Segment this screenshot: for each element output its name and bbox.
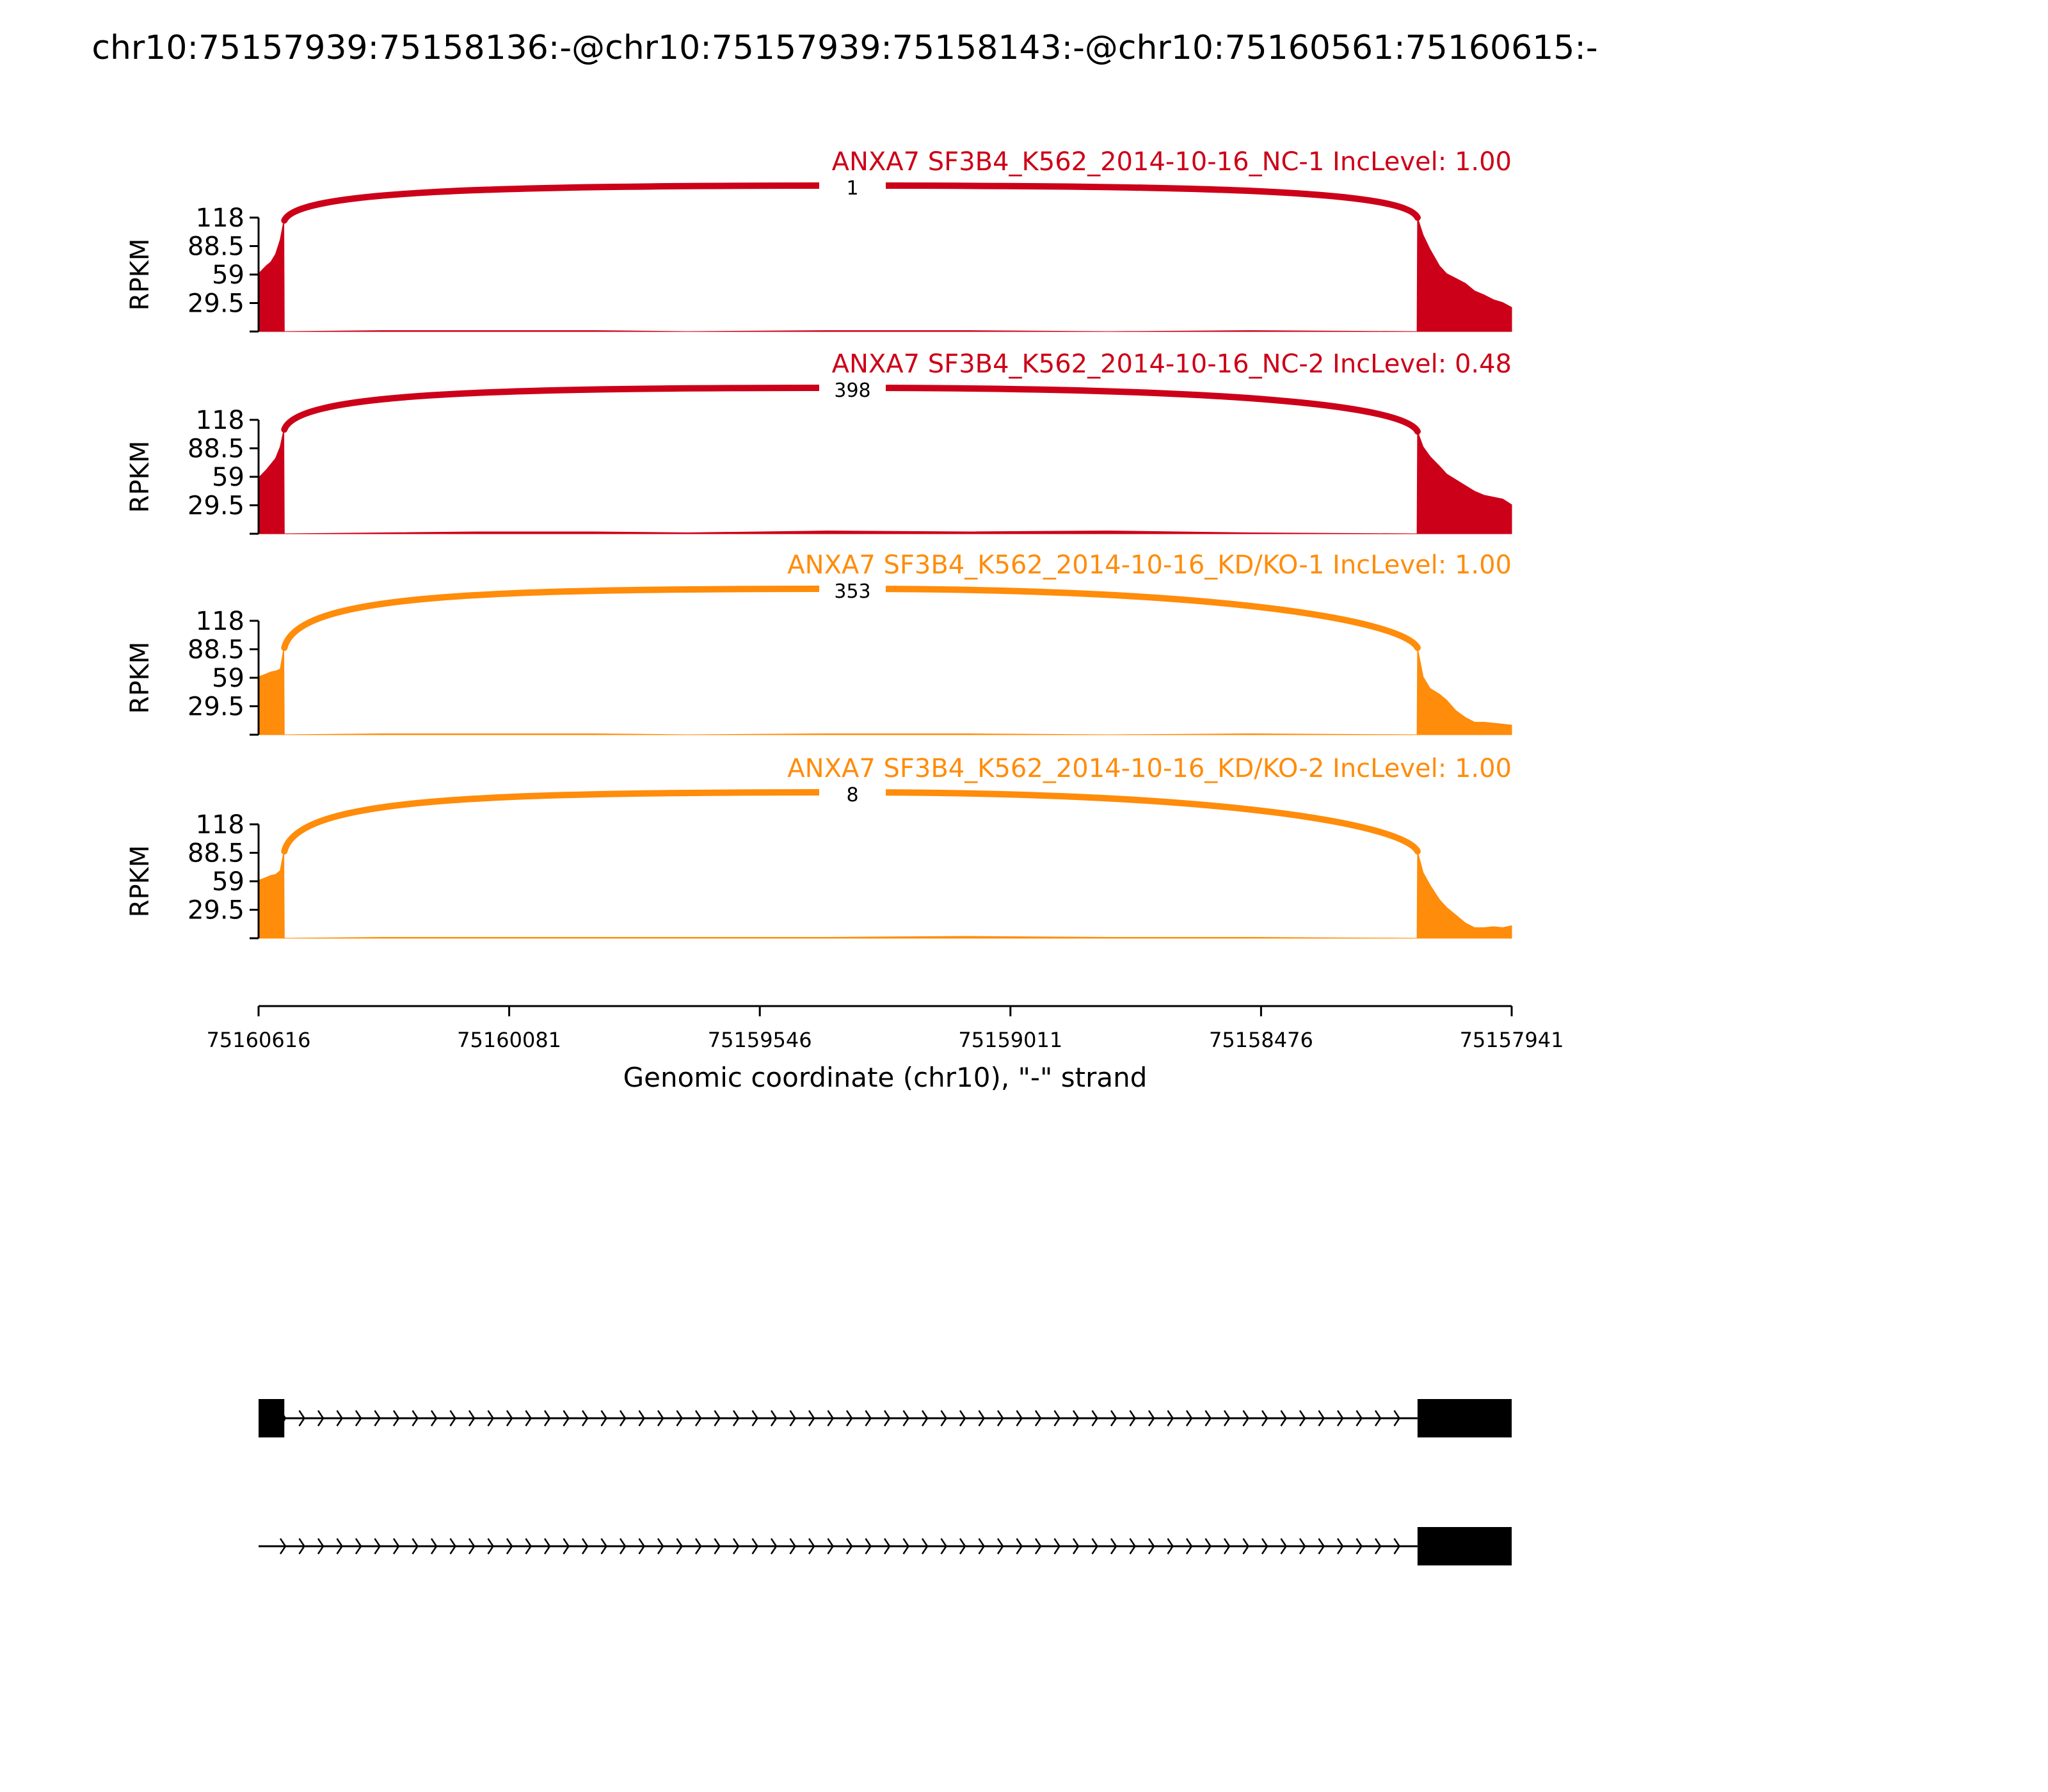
y-tick-label: 59 — [212, 664, 244, 693]
y-tick-label: 29.5 — [187, 895, 244, 925]
y-tick-label: 88.5 — [187, 838, 244, 868]
y-tick-label: 118 — [195, 204, 244, 233]
y-tick-label: 88.5 — [187, 635, 244, 665]
y-tick-label: 59 — [212, 867, 244, 897]
track-label: ANXA7 SF3B4_K562_2014-10-16_KD/KO-1 IncLevel: 1.00 — [787, 550, 1512, 580]
junction-count: 353 — [834, 580, 871, 603]
y-axis-label: RPKM — [125, 238, 155, 311]
x-tick-label: 75160081 — [457, 1028, 562, 1052]
y-tick-label: 118 — [195, 406, 244, 435]
x-tick-label: 75159011 — [958, 1028, 1063, 1052]
y-tick-label: 88.5 — [187, 232, 244, 262]
y-axis-label: RPKM — [125, 440, 155, 513]
y-tick-label: 118 — [195, 810, 244, 840]
junction-count: 398 — [834, 380, 871, 402]
exon-block — [1418, 1527, 1512, 1565]
y-tick-label: 88.5 — [187, 434, 244, 464]
track-label: ANXA7 SF3B4_K562_2014-10-16_NC-2 IncLevel: 0.48 — [831, 349, 1512, 379]
y-tick-label: 29.5 — [187, 491, 244, 521]
x-tick-label: 75158476 — [1208, 1028, 1313, 1052]
exon-block — [259, 1399, 284, 1437]
y-tick-label: 59 — [212, 463, 244, 492]
exon-block — [1418, 1399, 1512, 1437]
y-tick-label: 29.5 — [187, 692, 244, 722]
y-tick-label: 59 — [212, 260, 244, 290]
y-axis-label: RPKM — [125, 641, 155, 714]
y-tick-label: 29.5 — [187, 289, 244, 319]
x-tick-label: 75160616 — [206, 1028, 311, 1052]
junction-count: 8 — [846, 784, 859, 806]
track-label: ANXA7 SF3B4_K562_2014-10-16_NC-1 IncLevel: 1.00 — [831, 147, 1512, 177]
x-tick-label: 75157941 — [1459, 1028, 1564, 1052]
junction-count: 1 — [846, 177, 859, 200]
figure-title: chr10:75157939:75158136:-@chr10:75157939:75158143:-@chr10:75160561:75160615:- — [92, 29, 1598, 67]
y-axis-label: RPKM — [125, 845, 155, 918]
y-tick-label: 118 — [195, 607, 244, 636]
x-tick-label: 75159546 — [707, 1028, 812, 1052]
track-label: ANXA7 SF3B4_K562_2014-10-16_KD/KO-2 IncLevel: 1.00 — [787, 754, 1512, 783]
x-axis-label: Genomic coordinate (chr10), "-" strand — [623, 1062, 1148, 1093]
